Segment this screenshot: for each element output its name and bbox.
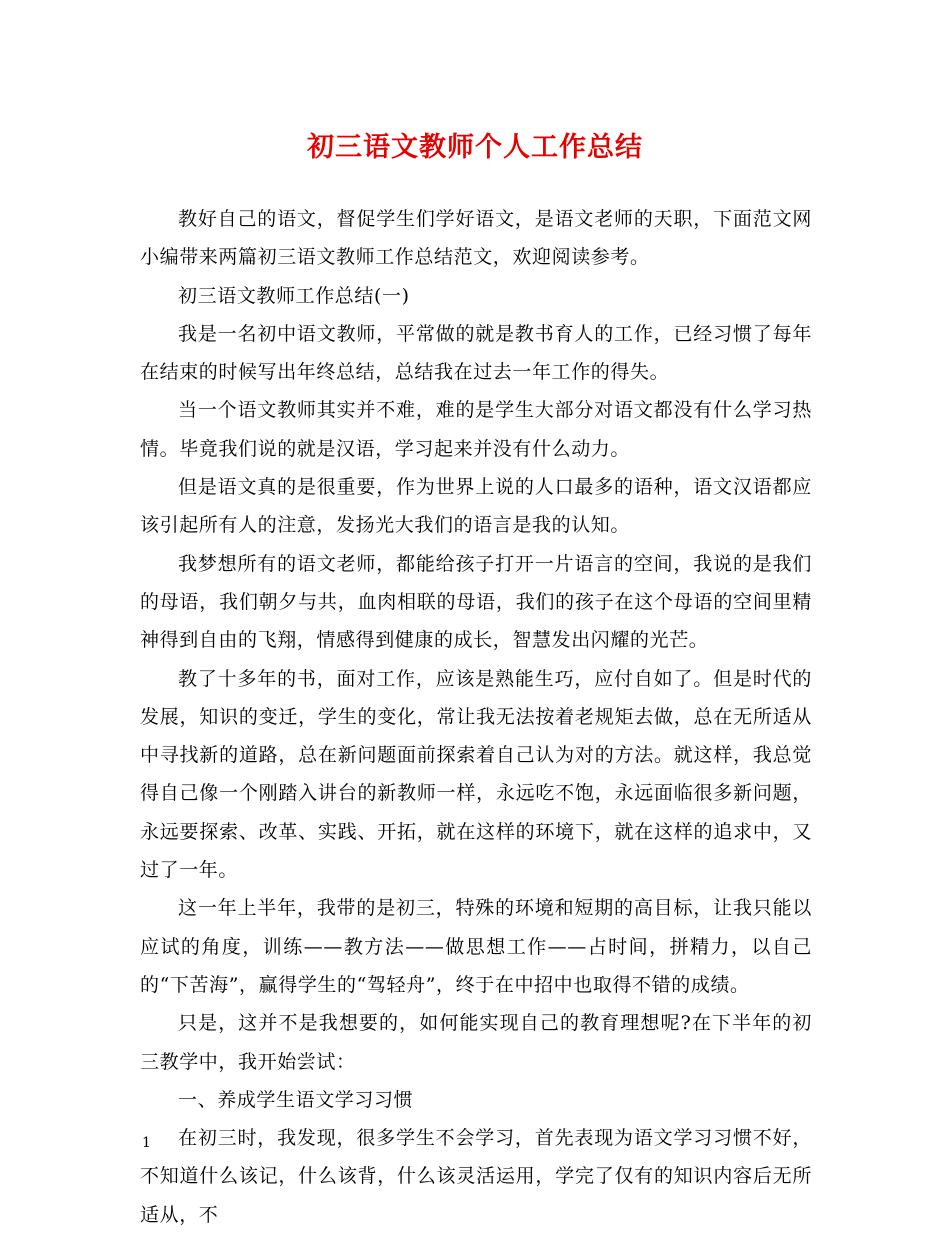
- paragraph: 我是一名初中语文教师，平常做的就是教书育人的工作，已经习惯了每年在结束的时候写出年终总结，总结我在过去一年工作的得失。: [140, 322, 812, 384]
- paragraph: 但是语文真的是很重要，作为世界上说的人口最多的语种，语文汉语都应该引起所有人的注意，发扬光大我们的语言是我的认知。: [140, 476, 812, 537]
- section-heading: 初三语文教师工作总结(一): [178, 284, 410, 307]
- paragraph: 我梦想所有的语文老师，都能给孩子打开一片语言的空间，我说的是我们的母语，我们朝夕与共，血肉相联的母语，我们的孩子在这个母语的空间里精神得到自由的飞翔，情感得到健康的成长，智慧发出闪耀的光芒。: [140, 552, 812, 652]
- subsection-heading: 一、养成学生语文学习习惯: [178, 1088, 414, 1111]
- paragraph: 当一个语文教师其实并不难，难的是学生大部分对语文都没有什么学习热情。毕竟我们说的就是汉语，学习起来并没有什么动力。: [140, 399, 812, 460]
- paragraph: 教了十多年的书，面对工作，应该是熟能生巧，应付自如了。但是时代的发展，知识的变迁，学生的变化，常让我无法按着老规矩去做，总在无所适从中寻找新的道路，总在新问题面前探索着自己认为对的方法。就这样，我总觉得自己像一个刚踏入讲台的新教师一样，永远吃不饱，永远面临很多新问题，永远要探索、改革、实践、开拓，就在这样的环境下，就在这样的追求中，又过了一年。: [140, 667, 812, 882]
- document-body: [140, 200, 812, 1234]
- document-title: 初三语文教师个人工作总结: [307, 132, 643, 163]
- paragraph: 在初三时，我发现，很多学生不会学习，首先表现为语文学习习惯不好，不知道什么该记，什么该背，什么该灵活运用，学完了仅有的知识内容后无所适从，不: [140, 1127, 812, 1226]
- paragraph: 只是，这并不是我想要的，如何能实现自己的教育理想呢?在下半年的初三教学中，我开始尝试：: [140, 1012, 812, 1073]
- page-number: 1: [142, 1135, 151, 1151]
- paragraph-intro: 教好自己的语文，督促学生们学好语文，是语文老师的天职，下面范文网小编带来两篇初三语文教师工作总结范文，欢迎阅读参考。: [140, 208, 812, 269]
- paragraph: 这一年上半年，我带的是初三，特殊的环境和短期的高目标，让我只能以应试的角度，训练——教方法——做思想工作——占时间，拼精力，以自己的“下苦海”，赢得学生的“驾轻舟”，终于在中招中也取得不错的成绩。: [140, 897, 812, 996]
